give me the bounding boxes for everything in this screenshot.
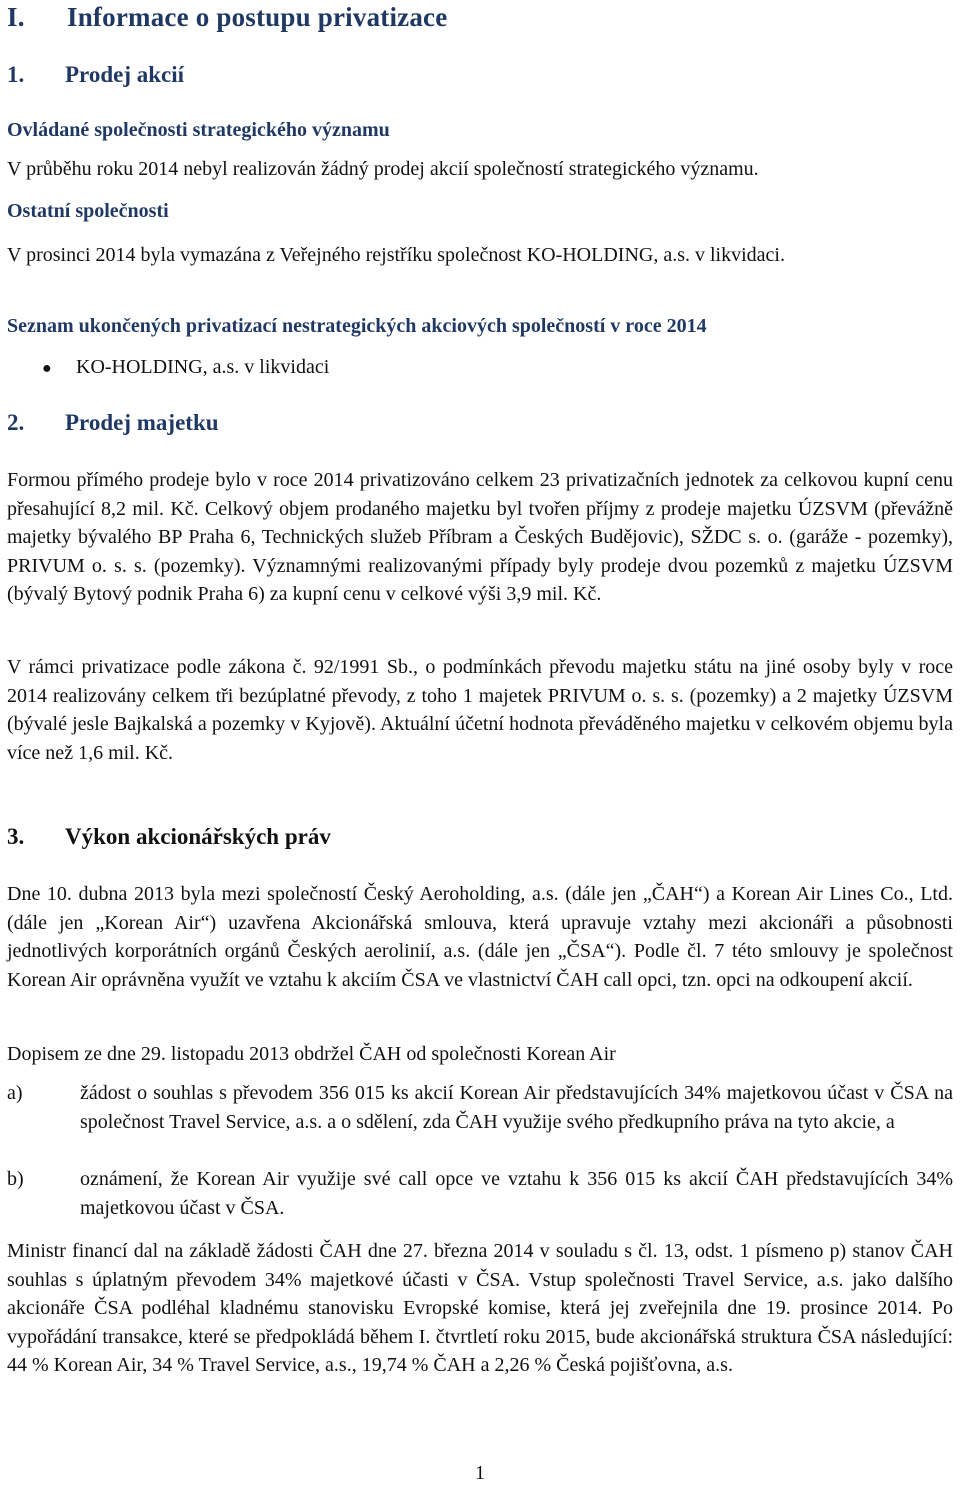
main-heading-text: Informace o postupu privatizace bbox=[67, 2, 448, 32]
section-1-number: 1. bbox=[7, 62, 25, 87]
section-3-title: Výkon akcionářských práv bbox=[65, 824, 331, 849]
bullet-icon: ● bbox=[42, 360, 52, 377]
paragraph-strategic: V průběhu roku 2014 nebyl realizován žádný prodej akcií společností strategického významu. bbox=[7, 158, 759, 180]
main-heading-number: I. bbox=[7, 2, 25, 32]
page-number: 1 bbox=[475, 1462, 485, 1484]
list-label-a: a) bbox=[7, 1082, 23, 1104]
section-3-heading bbox=[7, 824, 953, 850]
section-1-heading bbox=[7, 62, 953, 88]
list-text-a: žádost o souhlas s převodem 356 015 ks akcií Korean Air představujících 34% majetkovou účast v ČSA na společnost Travel Service, a.s. a o sdělení, zda ČAH využije svého předkupního práva na tyto akcie, a bbox=[80, 1082, 953, 1133]
section-3-number: 3. bbox=[7, 824, 25, 849]
subheading-list: Seznam ukončených privatizací nestrategických akciových společností v roce 2014 bbox=[7, 315, 707, 337]
section-2-number: 2. bbox=[7, 410, 25, 435]
main-heading bbox=[7, 2, 953, 33]
paragraph-rights-1: Dne 10. dubna 2013 byla mezi společností Český Aeroholding, a.s. (dále jen „ČAH“) a Korean Air Lines Co., Ltd. (dále jen „Korean Air“) uzavřena Akcionářská smlouva, která upravuje vztahy mezi akcionáři a působnosti jednotlivých korporátních orgánů Českých aerolinií, a.s. (dále jen „ČSA“). Podle čl. 7 této smlouvy je společnost Korean Air oprávněna využít ve vztahu k akciím ČSA ve vlastnictví ČAH call opci, tzn. opci na odkoupení akcií. bbox=[7, 883, 953, 991]
list-label-b: b) bbox=[7, 1168, 24, 1190]
paragraph-sale-1: Formou přímého prodeje bylo v roce 2014 privatizováno celkem 23 privatizačních jednotek za celkovou kupní cenu přesahující 8,2 mil. Kč. Celkový objem prodaného majetku byl tvořen příjmy z prodeje majetku ÚZSVM (převážně majetky bývalého BP Praha 6, Technických služeb Příbram a Českých Budějovic), SŽDC s. o. (garáže - pozemky), PRIVUM o. s. s. (pozemky). Významnými realizovanými případy byly prodeje dvou pozemků z majetku ÚZSVM (bývalý Bytový podnik Praha 6) za kupní cenu v celkové výši 3,9 mil. Kč. bbox=[7, 469, 953, 606]
subheading-other: Ostatní společnosti bbox=[7, 200, 169, 222]
list-item-text: KO-HOLDING, a.s. v likvidaci bbox=[76, 356, 330, 378]
section-2-heading bbox=[7, 410, 953, 436]
section-2-title: Prodej majetku bbox=[65, 410, 219, 435]
paragraph-sale-2: V rámci privatizace podle zákona č. 92/1991 Sb., o podmínkách převodu majetku státu na jiné osoby byly v roce 2014 realizovány celkem tři bezúplatné převody, z toho 1 majetek PRIVUM o. s. s. (pozemky) a 2 majetky ÚZSVM (bývalé jesle Bajkalská a pozemky v Kyjově). Aktuální účetní hodnota převáděného majetku v celkovém objemu byla více než 1,6 mil. Kč. bbox=[7, 656, 953, 764]
paragraph-rights-2: Dopisem ze dne 29. listopadu 2013 obdržel ČAH od společnosti Korean Air bbox=[7, 1043, 616, 1065]
subheading-strategic: Ovládané společnosti strategického významu bbox=[7, 119, 390, 141]
list-text-b: oznámení, že Korean Air využije své call opce ve vztahu k 356 015 ks akcií ČAH představujících 34% majetkovou účast v ČSA. bbox=[80, 1168, 953, 1219]
list-item-b bbox=[7, 1165, 953, 1222]
list-item bbox=[42, 356, 953, 379]
list-item-a bbox=[7, 1079, 953, 1136]
section-1-title: Prodej akcií bbox=[65, 62, 185, 87]
paragraph-rights-3: Ministr financí dal na základě žádosti ČAH dne 27. března 2014 v souladu s čl. 13, odst. 1 písmeno p) stanov ČAH souhlas s úplatným převodem 34% majetkové účasti v ČSA. Vstup společnosti Travel Service, a.s. jako dalšího akcionáře ČSA podléhal kladnému stanovisku Evropské komise, která jej zveřejnila dne 19. prosince 2014. Po vypořádání transakce, které se předpokládá během I. čtvrtletí roku 2015, bude akcionářská struktura ČSA následující: 44 % Korean Air, 34 % Travel Service, a.s., 19,74 % ČAH a 2,26 % Česká pojišťovna, a.s. bbox=[7, 1240, 953, 1377]
paragraph-other: V prosinci 2014 byla vymazána z Veřejného rejstříku společnost KO-HOLDING, a.s. v likvidaci. bbox=[7, 244, 785, 266]
